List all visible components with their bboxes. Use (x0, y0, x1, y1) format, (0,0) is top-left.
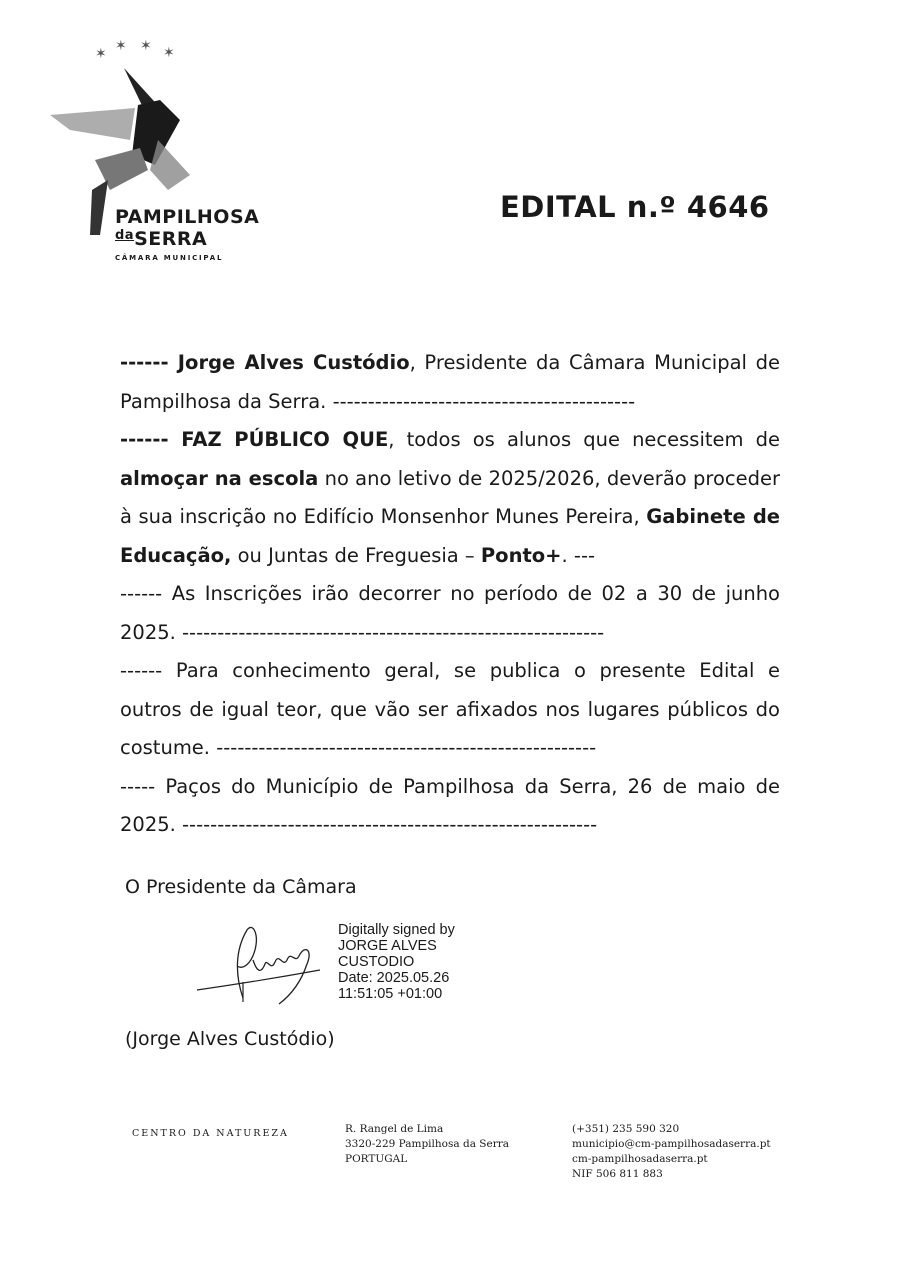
footer-line: PORTUGAL (345, 1153, 408, 1165)
dash-prefix: ------ (120, 351, 178, 374)
digital-sig-line: JORGE ALVES (338, 938, 437, 954)
logo-star-icon: ✶ (163, 45, 175, 61)
digital-signature-block (338, 922, 455, 1002)
document-title: EDITAL n.º 4646 (500, 190, 770, 224)
digital-sig-line: CUSTODIO (338, 954, 415, 970)
document-body (120, 344, 780, 845)
logo-name-serra: SERRA (134, 228, 208, 250)
footer-line: R. Rangel de Lima (345, 1123, 444, 1135)
paragraph-1 (120, 344, 780, 421)
paragraph-text: ou Juntas de Freguesia – (231, 543, 481, 567)
digital-sig-line: 11:51:05 +01:00 (338, 986, 443, 1002)
logo-name-line2 (115, 228, 207, 250)
gabinete-educacao: Gabinete de Educação, (120, 505, 780, 567)
paragraph-4: ------ Para conhecimento geral, se publica o presente Edital e outros de igual teor, que vão ser afixados nos lugares públicos do costume. ------------------------------------------------------ (120, 659, 780, 759)
footer-address (345, 1122, 509, 1167)
footer-line: 3320-229 Pampilhosa da Serra (345, 1138, 509, 1150)
logo-star-icon: ✶ (140, 38, 152, 54)
footer-nif: NIF 506 811 883 (572, 1168, 663, 1180)
handwritten-signature (195, 920, 330, 1010)
paragraph-3: ------ As Inscrições irão decorrer no período de 02 a 30 de junho 2025. ------------------------------------------------------------ (120, 582, 780, 644)
ponto-plus: Ponto+ (480, 543, 562, 567)
paragraph-5: ----- Paços do Município de Pampilhosa da Serra, 26 de maio de 2025. ----------------------------------------------------------- (120, 774, 780, 836)
footer-website[interactable]: cm-pampilhosadaserra.pt (572, 1153, 708, 1165)
paragraph-2 (120, 421, 780, 575)
footer-email[interactable]: municipio@cm-pampilhosadaserra.pt (572, 1138, 771, 1150)
signatory-name: (Jorge Alves Custódio) (125, 1028, 335, 1050)
footer-phone: (+351) 235 590 320 (572, 1123, 680, 1135)
paragraph-text: , Presidente da Câmara Municipal de Pampilhosa da Serra. ------------------------------------------- (120, 351, 780, 413)
logo-subtitle: CÂMARA MUNICIPAL (115, 254, 224, 262)
logo-name-line1: PAMPILHOSA (115, 206, 260, 228)
logo-star-icon: ✶ (115, 38, 127, 54)
logo-name-da: da (115, 228, 135, 243)
paragraph-text: . --- (561, 543, 596, 567)
logo-star-icon: ✶ (95, 46, 107, 62)
faz-publico: FAZ PÚBLICO QUE (181, 428, 389, 451)
digital-sig-line: Digitally signed by (338, 922, 455, 938)
digital-sig-line: Date: 2025.05.26 (338, 970, 450, 986)
footer-brand: CENTRO DA NATUREZA (132, 1128, 289, 1139)
paragraph-text: , todos os alunos que necessitem de (388, 428, 780, 451)
paragraph-text: no ano letivo de 2025/2026, deverão proceder à sua inscrição no Edifício Monsenhor Munes Pereira, (120, 466, 780, 528)
almocar-na-escola: almoçar na escola (120, 466, 319, 490)
footer-contacts (572, 1122, 771, 1182)
dash-prefix: ------ (120, 428, 182, 451)
president-name: Jorge Alves Custódio (177, 351, 410, 374)
president-role: O Presidente da Câmara (125, 876, 357, 898)
